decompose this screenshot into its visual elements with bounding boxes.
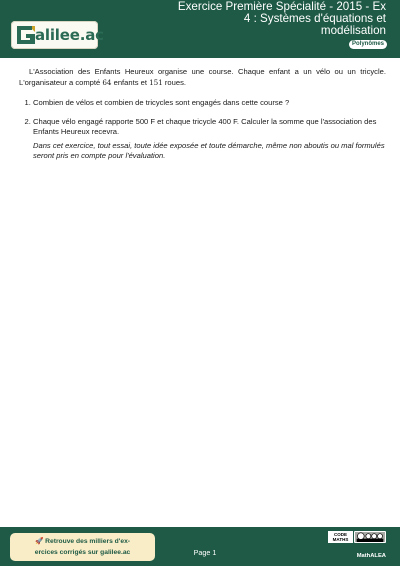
title-line: modélisation	[320, 24, 386, 38]
intro-text: enfants et	[111, 77, 150, 87]
question-item	[33, 117, 386, 162]
title-line: Exercice Première Spécialité - 2015 - Ex	[177, 0, 386, 13]
title-line: 4 : Systèmes d'équations et	[243, 12, 386, 26]
intro-text: roues.	[162, 77, 187, 87]
question-text: Combien de vélos et combien de tricycles sont engagés dans cette course ?	[33, 98, 290, 107]
question-item	[33, 98, 386, 109]
page-title	[136, 1, 386, 38]
mathalea-brand: MathALEA	[356, 553, 386, 559]
header-bar	[0, 0, 400, 58]
promo-line: ercices corrigés sur galilee.ac	[34, 549, 131, 556]
evaluation-note: Dans cet exercice, tout essai, toute idée exposée et toute démarche, même non aboutis ou mal formulés seront pris en compte pour l'évaluation.	[33, 140, 385, 160]
question-list	[19, 98, 386, 162]
galilee-logo[interactable]	[11, 21, 104, 49]
promo-line: 🚀 Retrouve des milliers d'ex-	[34, 538, 131, 545]
license-badges	[328, 531, 386, 546]
wheels-count: 151	[149, 77, 163, 87]
children-count: 64	[102, 77, 112, 87]
logo-text: alilee.ac	[35, 26, 104, 44]
badge-text: MATHS	[332, 537, 349, 542]
promo-link[interactable]	[10, 533, 155, 561]
galilee-g-icon	[16, 25, 36, 45]
intro-text: L'Association des Enfants Heureux organise une course. Chaque enfant a un vélo ou un tricycle. L'organisateur a compté	[19, 67, 386, 87]
question-text: Chaque vélo engagé rapporte 500 F et chaque tricycle 400 F. Calculer la somme que l'association des Enfants Heureux recevra.	[33, 116, 377, 136]
badge-text: CODE	[333, 531, 347, 537]
codemaths-badge[interactable]	[328, 531, 353, 543]
exercise-body	[19, 67, 386, 170]
page-number: Page 1	[193, 548, 217, 557]
exercise-intro	[19, 67, 386, 88]
topic-badge: Polynômes	[349, 40, 387, 49]
creative-commons-icon[interactable]	[354, 531, 386, 543]
